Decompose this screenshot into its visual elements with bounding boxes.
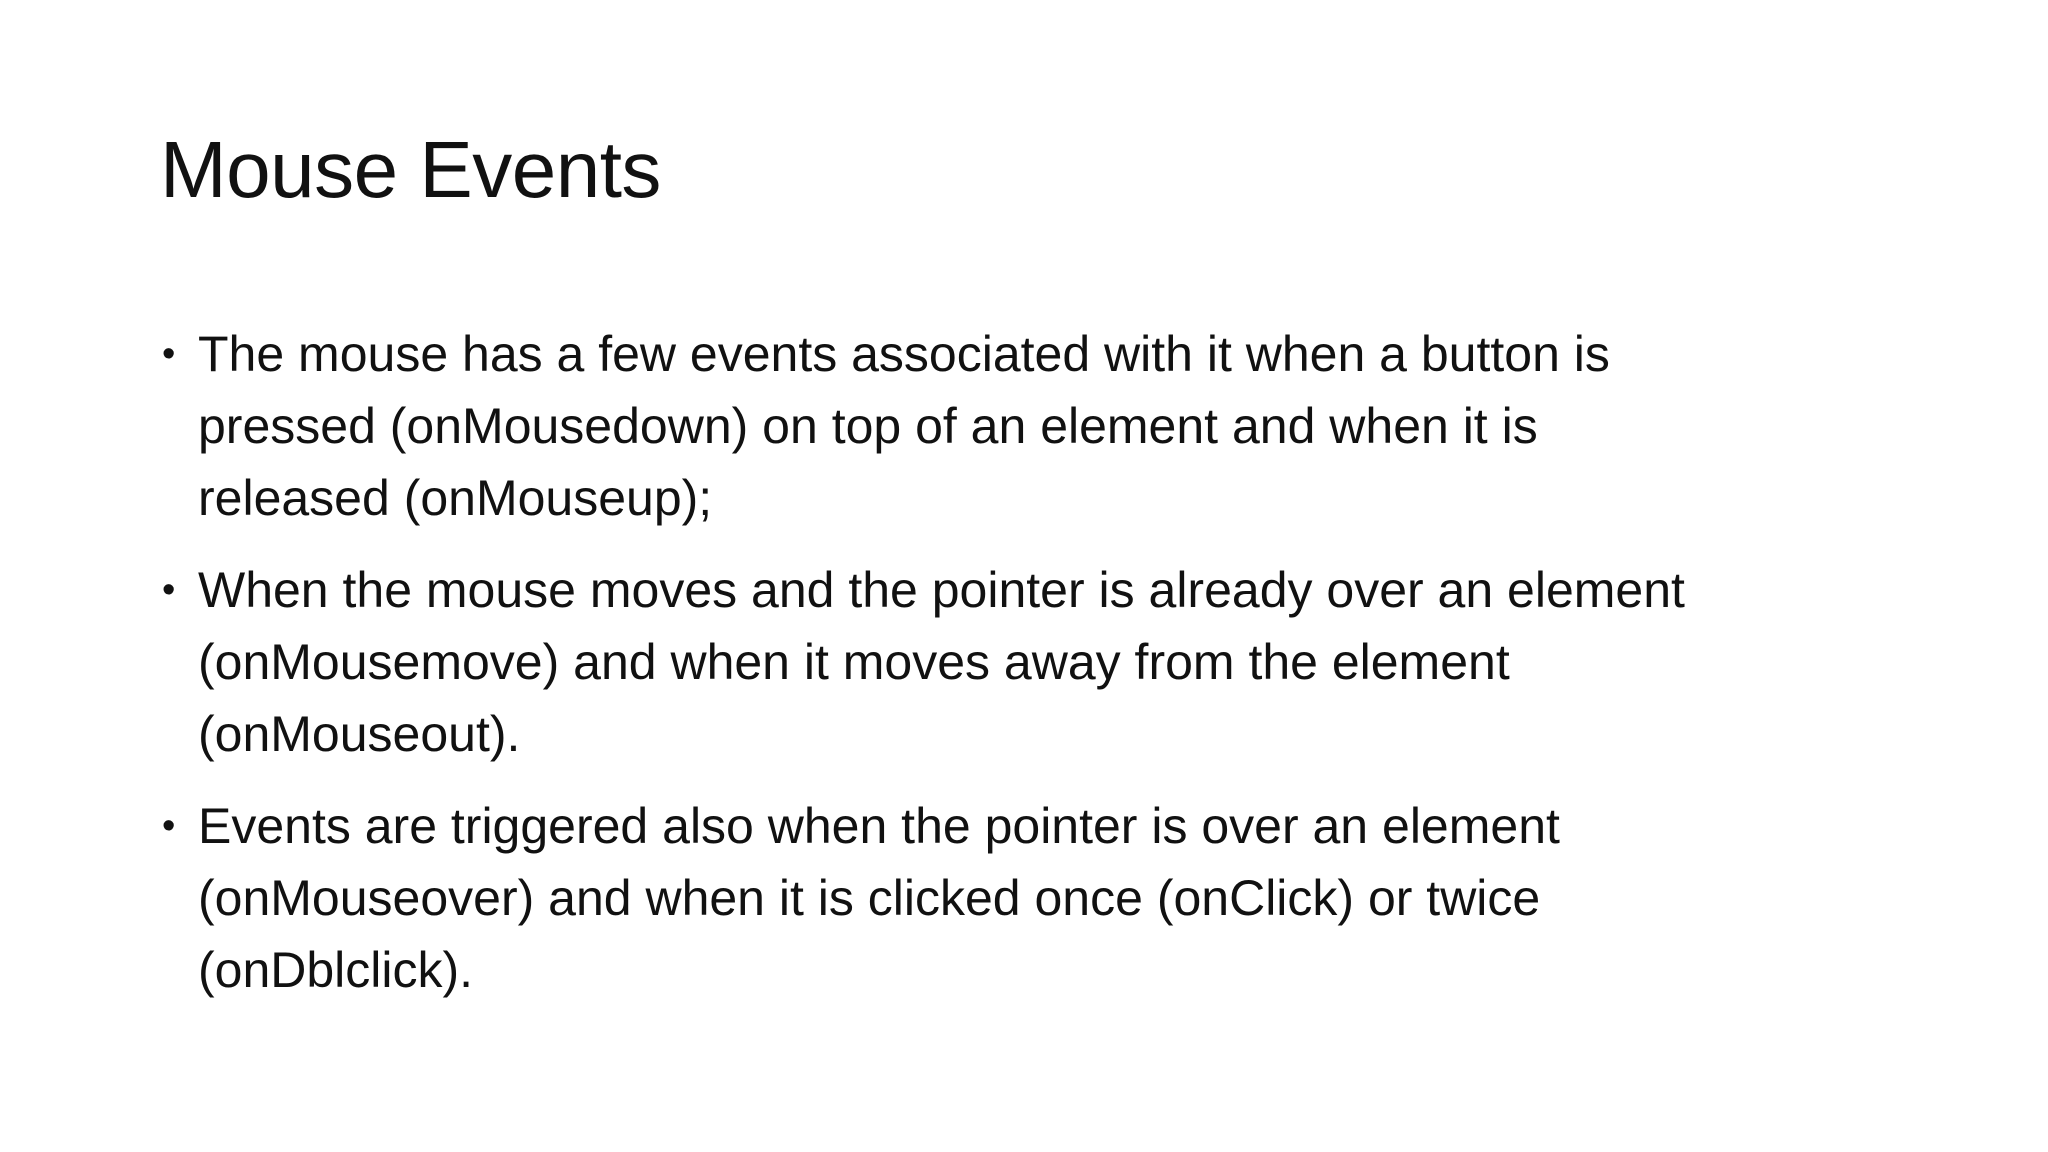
bullet-text-line: (onMousemove) and when it moves away from the element xyxy=(198,634,1510,690)
bullet-dot-icon: • xyxy=(162,333,176,375)
bullet-dot-icon: • xyxy=(162,569,176,611)
bullet-text-line: (onDblclick). xyxy=(198,942,474,998)
slide-title: Mouse Events xyxy=(160,125,661,214)
bullet-item xyxy=(160,318,1920,534)
bullet-list xyxy=(160,318,1920,1026)
bullet-text-line: pressed (onMousedown) on top of an element and when it is xyxy=(198,398,1538,454)
bullet-text-line: released (onMouseup); xyxy=(198,470,713,526)
bullet-text-line: Events are triggered also when the pointer is over an element xyxy=(198,798,1560,854)
bullet-item xyxy=(160,554,1920,770)
bullet-text-line: The mouse has a few events associated with it when a button is xyxy=(198,326,1610,382)
bullet-dot-icon: • xyxy=(162,805,176,847)
bullet-item xyxy=(160,790,1920,1006)
bullet-text-line: (onMouseout). xyxy=(198,706,521,762)
bullet-text-line: (onMouseover) and when it is clicked once (onClick) or twice xyxy=(198,870,1541,926)
bullet-text-line: When the mouse moves and the pointer is already over an element xyxy=(198,562,1685,618)
